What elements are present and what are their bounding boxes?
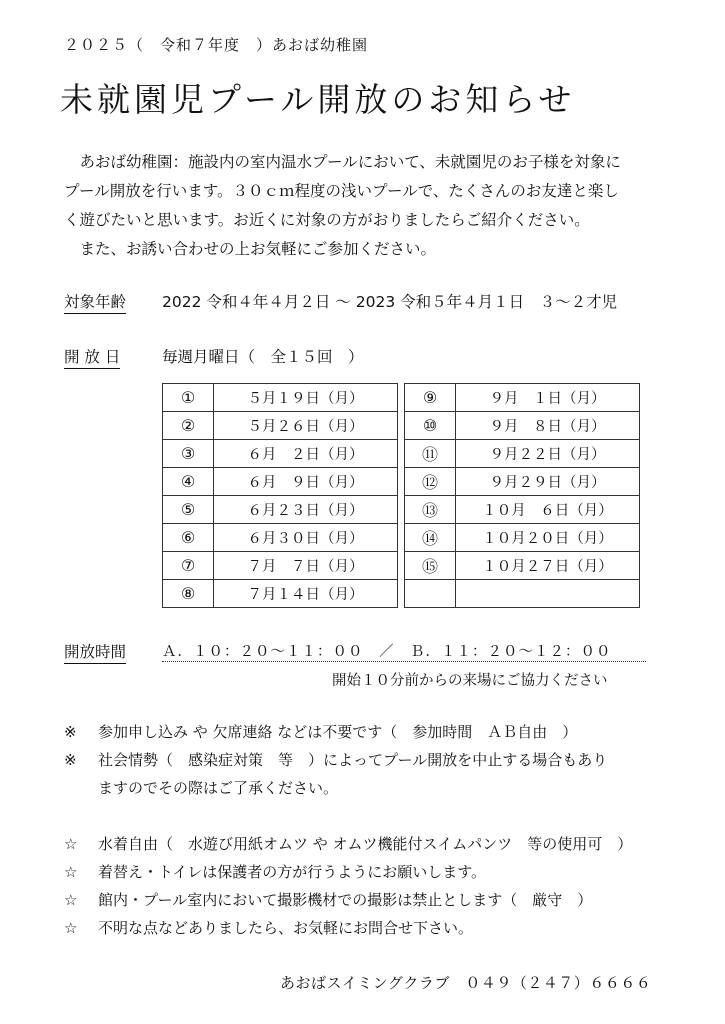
target-age-value: 2022 令和４年４月２日 ～ 2023 令和５年４月１日 ３～２才児 (162, 293, 618, 311)
schedule-row (405, 496, 640, 524)
intro-paragraph (64, 148, 621, 264)
schedule-row (405, 412, 640, 440)
session-date: １０月２７日（月） (456, 552, 640, 580)
session-date: ５月１９日（月） (214, 384, 398, 412)
session-date: ６月２３日（月） (214, 496, 398, 524)
star-item (64, 914, 473, 942)
session-number: ⑥ (163, 524, 214, 552)
hours-note: 開始１０分前からの来場にご協力ください (332, 673, 608, 689)
session-number (405, 580, 456, 608)
star-text: 水着自由（ 水遊び用紙オムツ や オムツ機能付スイムパンツ 等の使用可 ） (98, 835, 633, 853)
session-number: ⑧ (163, 580, 214, 608)
hours-value: Ａ．１０：２０～１１：００ ／ Ｂ．１１：２０～１２：００ (162, 640, 646, 662)
session-number: ⑫ (405, 468, 456, 496)
hours-label: 開放時間 (64, 640, 126, 664)
open-days-label: 開 放 日 (64, 345, 120, 369)
star-icon: ☆ (64, 863, 78, 881)
session-number: ⑬ (405, 496, 456, 524)
session-date: ７月 ７日（月） (214, 552, 398, 580)
schedule-row (405, 468, 640, 496)
session-date: ５月２６日（月） (214, 412, 398, 440)
schedule-row (163, 440, 398, 468)
star-text: 不明な点などありましたら、お気軽にお問合せ下さい。 (98, 919, 474, 937)
intro-line: く遊びたいと思います。お近くに対象の方がおりましたらご紹介ください。 (64, 211, 590, 229)
session-number: ① (163, 384, 214, 412)
session-date: ９月２２日（月） (456, 440, 640, 468)
page-title: 未就園児プール開放のお知らせ (60, 80, 576, 119)
session-number: ④ (163, 468, 214, 496)
session-number: ⑦ (163, 552, 214, 580)
session-number: ⑮ (405, 552, 456, 580)
schedule-row (163, 468, 398, 496)
schedule-row (163, 384, 398, 412)
star-icon: ☆ (64, 835, 78, 853)
note-text: 社会情勢（ 感染症対策 等 ）によってプール開放を中止する場合もあり (98, 751, 608, 769)
schedule-row (163, 580, 398, 608)
star-item (64, 830, 632, 858)
schedule-row (163, 552, 398, 580)
session-number: ⑤ (163, 496, 214, 524)
schedule-row (405, 524, 640, 552)
schedule-row (163, 496, 398, 524)
star-item (64, 858, 486, 886)
session-date: １０月２０日（月） (456, 524, 640, 552)
schedule-row (405, 384, 640, 412)
session-number: ⑨ (405, 384, 456, 412)
session-date: ６月３０日（月） (214, 524, 398, 552)
session-date (456, 580, 640, 608)
note-item (64, 718, 577, 746)
session-number: ③ (163, 440, 214, 468)
session-date: ７月１４日（月） (214, 580, 398, 608)
session-date: １０月 ６日（月） (456, 496, 640, 524)
session-number: ② (163, 412, 214, 440)
note-text-continued: ますのでその際はご了承ください。 (98, 779, 339, 797)
session-number: ⑪ (405, 440, 456, 468)
session-date: ９月 ８日（月） (456, 412, 640, 440)
intro-line: あおば幼稚園：施設内の室内温水プールにおいて、未就園児のお子様を対象に (64, 153, 621, 171)
note-item (64, 746, 607, 774)
star-icon: ☆ (64, 891, 78, 909)
schedule-table-right (404, 383, 640, 608)
intro-line: プール開放を行います。３０ｃｍ程度の浅いプールで、たくさんのお友達と楽し (64, 182, 619, 200)
schedule-row (163, 412, 398, 440)
note-mark: ※ (64, 723, 77, 741)
footer-contact: あおばスイミングクラブ ０４９（２４７）６６６６ (280, 974, 652, 992)
star-icon: ☆ (64, 919, 78, 937)
note-text: 参加申し込み や 欠席連絡 などは不要です（ 参加時間 ＡＢ自由 ） (98, 723, 578, 741)
session-number: ⑭ (405, 524, 456, 552)
open-days-value: 毎週月曜日（ 全１５回 ） (162, 348, 364, 366)
star-item (64, 886, 592, 914)
star-text: 館内・プール室内において撮影機材での撮影は禁止とします（ 厳守 ） (98, 891, 593, 909)
target-age-label: 対象年齢 (64, 290, 126, 314)
header-line: ２０２５（ 令和７年度 ）あおば幼稚園 (64, 36, 369, 54)
note-mark: ※ (64, 751, 77, 769)
session-date: ９月 １日（月） (456, 384, 640, 412)
schedule-row (405, 580, 640, 608)
session-date: ６月 ９日（月） (214, 468, 398, 496)
schedule-row (163, 524, 398, 552)
session-number: ⑩ (405, 412, 456, 440)
session-date: ６月 ２日（月） (214, 440, 398, 468)
schedule-row (405, 440, 640, 468)
schedule-row (405, 552, 640, 580)
star-text: 着替え・トイレは保護者の方が行うようにお願いします。 (98, 863, 487, 881)
session-date: ９月２９日（月） (456, 468, 640, 496)
schedule-table-left (162, 383, 398, 608)
intro-line: また、お誘い合わせの上お気軽にご参加ください。 (64, 240, 437, 258)
